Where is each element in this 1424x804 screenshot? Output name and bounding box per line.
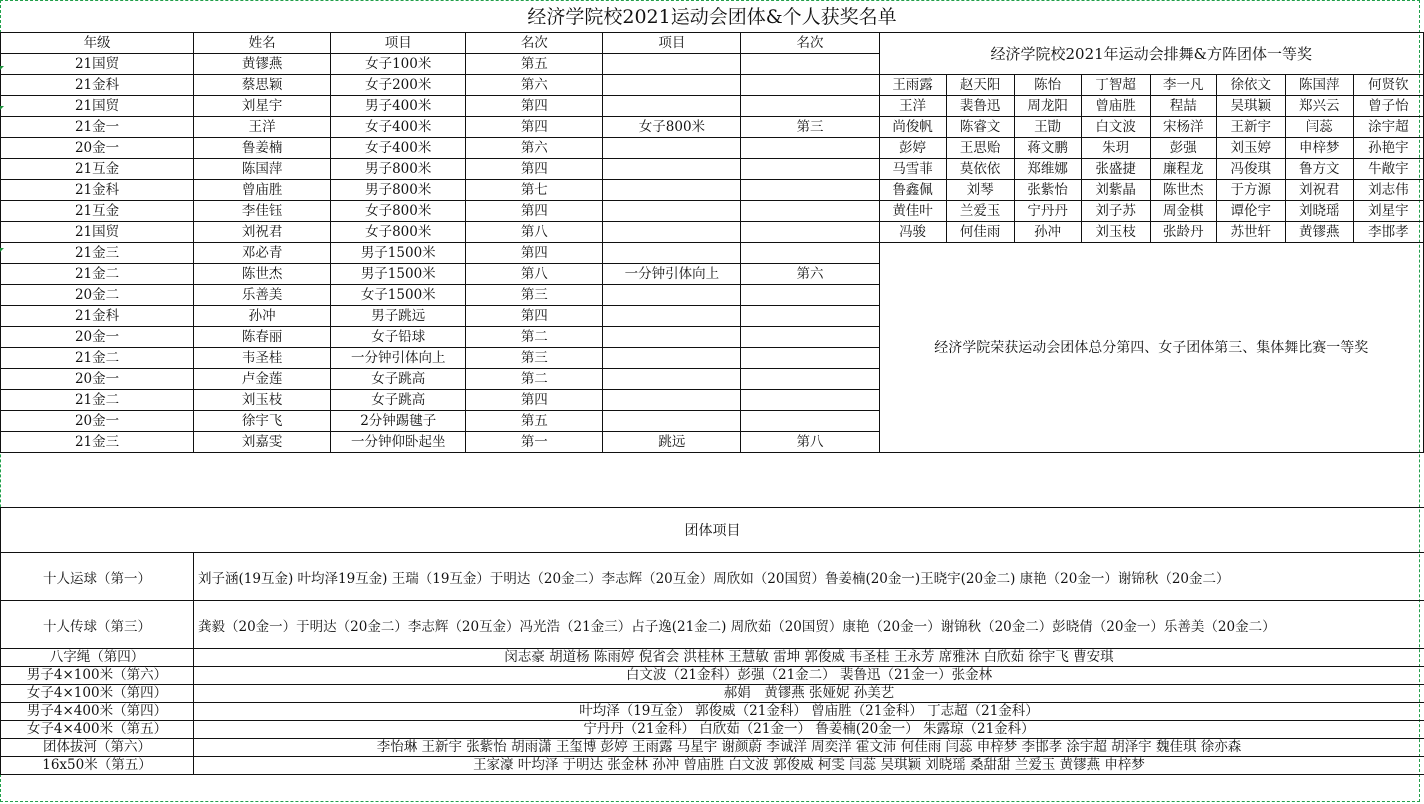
- dance-member: 曾庙胜: [1081, 96, 1150, 117]
- cell-rank: 第四: [466, 306, 603, 327]
- cell-event: 一分钟引体向上: [331, 348, 466, 369]
- dance-member: 牛敞宇: [1353, 159, 1423, 180]
- cell-grade: 21金二: [1, 264, 194, 285]
- cell-rank: 第四: [466, 159, 603, 180]
- team-event-name: 男子4×100米（第六）: [1, 667, 194, 685]
- dance-member: 白文波: [1081, 117, 1150, 138]
- team-events-table: [0, 507, 1424, 775]
- cell-event: 男子400米: [331, 96, 466, 117]
- cell-name: 卢金莲: [194, 369, 331, 390]
- dance-member: 刘志伟: [1353, 180, 1423, 201]
- dance-member: 孙冲: [1014, 222, 1081, 243]
- dance-member: 徐依文: [1216, 75, 1285, 96]
- cell-rank2: [741, 75, 879, 96]
- dance-member: 鲁方文: [1285, 159, 1353, 180]
- header-grade: 年级: [1, 33, 194, 54]
- dance-member: 张龄丹: [1150, 222, 1216, 243]
- dance-member: 黄镠燕: [1285, 222, 1353, 243]
- team-event-members: 闵志豪 胡道杨 陈雨婷 倪省会 洪桂林 王慧敏 雷坤 郭俊威 韦圣桂 王永芳 席雅沐 白欣茹 徐宇飞 曹安琪: [194, 649, 1424, 667]
- cell-rank: 第四: [466, 243, 603, 264]
- cell-grade: 21金一: [1, 117, 194, 138]
- cell-rank: 第六: [466, 75, 603, 96]
- dance-member: 彭强: [1150, 138, 1216, 159]
- dance-member: 郑兴云: [1285, 96, 1353, 117]
- cell-event2: [603, 285, 741, 306]
- cell-grade: 21金三: [1, 432, 194, 453]
- header-event: 项目: [331, 33, 466, 54]
- table-row: [1, 138, 1424, 159]
- team-event-row: [1, 757, 1424, 775]
- cell-event2: [603, 411, 741, 432]
- cell-event2: [603, 138, 741, 159]
- dance-member: 涂宇超: [1353, 117, 1423, 138]
- cell-rank2: [741, 96, 879, 117]
- dance-member: 王新宇: [1216, 117, 1285, 138]
- dance-member: 兰爱玉: [946, 201, 1014, 222]
- cell-event2: [603, 348, 741, 369]
- team-event-name: 16x50米（第五）: [1, 757, 194, 775]
- cell-event: 女子跳高: [331, 390, 466, 411]
- cell-rank: 第八: [466, 222, 603, 243]
- cell-event: 女子1500米: [331, 285, 466, 306]
- cell-note-marker: [0, 248, 4, 252]
- team-event-name: 十人运球（第一）: [1, 553, 194, 601]
- cell-event2: 女子800米: [603, 117, 741, 138]
- cell-grade: 21国贸: [1, 54, 194, 75]
- cell-grade: 21国贸: [1, 96, 194, 117]
- dance-member: 苏世轩: [1216, 222, 1285, 243]
- cell-grade: 20金一: [1, 411, 194, 432]
- cell-name: 陈国萍: [194, 159, 331, 180]
- team-event-name: 男子4×400米（第四）: [1, 703, 194, 721]
- dance-member: 宁丹丹: [1014, 201, 1081, 222]
- cell-name: 黄镠燕: [194, 54, 331, 75]
- dance-member: 郑维娜: [1014, 159, 1081, 180]
- team-event-members: 龚毅（20金一）于明达（20金二）李志辉（20互金）冯光浩（21金三）占子逸(21金二) 周欣茹（20国贸）康艳（20金一）谢锦秋（20金二）彭晓倩（20金一）乐善美（20金二）: [194, 601, 1424, 649]
- cell-name: 刘祝君: [194, 222, 331, 243]
- dance-member: 鲁鑫佩: [879, 180, 946, 201]
- dance-member: 王思贻: [946, 138, 1014, 159]
- cell-event: 女子100米: [331, 54, 466, 75]
- cell-event2: 跳远: [603, 432, 741, 453]
- cell-rank2: 第六: [741, 264, 879, 285]
- dance-member: 尚俊帆: [879, 117, 946, 138]
- team-event-name: 八字绳（第四）: [1, 649, 194, 667]
- cell-event2: [603, 180, 741, 201]
- dance-member: 丁智超: [1081, 75, 1150, 96]
- table-row: [1, 243, 1424, 264]
- dance-member: 曾子怡: [1353, 96, 1423, 117]
- team-event-row: [1, 667, 1424, 685]
- cell-event2: [603, 159, 741, 180]
- cell-event2: [603, 306, 741, 327]
- cell-event: 男子800米: [331, 180, 466, 201]
- dance-member: 何佳雨: [946, 222, 1014, 243]
- cell-name: 韦圣桂: [194, 348, 331, 369]
- team-event-row: [1, 685, 1424, 703]
- cell-note-marker: [0, 106, 4, 110]
- dance-member: 张紫怡: [1014, 180, 1081, 201]
- cell-rank: 第三: [466, 285, 603, 306]
- cell-rank2: [741, 348, 879, 369]
- cell-rank2: 第三: [741, 117, 879, 138]
- dance-member: 黄佳叶: [879, 201, 946, 222]
- cell-name: 陈春丽: [194, 327, 331, 348]
- cell-grade: 20金二: [1, 285, 194, 306]
- cell-name: 曾庙胜: [194, 180, 331, 201]
- cell-rank2: [741, 390, 879, 411]
- team-event-row: [1, 703, 1424, 721]
- team-event-members: 李怡琳 王新宇 张紫怡 胡雨潇 王玺博 彭婷 王雨露 马星宇 谢颜蔚 李诚洋 周奕洋 霍文沛 何佳雨 闫蕊 申梓梦 李邯孝 涂宇超 胡泽宇 魏佳琪 徐亦森: [194, 739, 1424, 757]
- dance-member: 彭婷: [879, 138, 946, 159]
- dance-member: 王勖: [1014, 117, 1081, 138]
- team-event-members: 王家濠 叶均泽 于明达 张金林 孙冲 曾庙胜 白文波 郭俊威 柯雯 闫蕊 吴琪颖 刘晓瑶 桑甜甜 兰爱玉 黄镠燕 申梓梦: [194, 757, 1424, 775]
- cell-rank: 第一: [466, 432, 603, 453]
- header-event2: 项目: [603, 33, 741, 54]
- cell-event: 女子跳高: [331, 369, 466, 390]
- dance-member: 刘晓瑶: [1285, 201, 1353, 222]
- cell-grade: 21国贸: [1, 222, 194, 243]
- team-event-members: 宁丹丹（21金科） 白欣茹（21金一） 鲁姜楠(20金一） 朱露琼（21金科）: [194, 721, 1424, 739]
- dance-member: 于方源: [1216, 180, 1285, 201]
- dance-member: 李邯孝: [1353, 222, 1423, 243]
- header-rank2: 名次: [741, 33, 879, 54]
- cell-rank2: [741, 138, 879, 159]
- team-event-row: [1, 601, 1424, 649]
- cell-event: 女子铅球: [331, 327, 466, 348]
- dance-member: 陈国萍: [1285, 75, 1353, 96]
- dance-member: 马雪菲: [879, 159, 946, 180]
- sheet-title: 经济学院校2021运动会团体&个人获奖名单: [0, 0, 1424, 33]
- cell-event2: [603, 327, 741, 348]
- dance-member: 刘祝君: [1285, 180, 1353, 201]
- team-event-name: 十人传球（第三）: [1, 601, 194, 649]
- dance-member: 孙艳宇: [1353, 138, 1423, 159]
- dance-member: 张盛捷: [1081, 159, 1150, 180]
- table-row: [1, 159, 1424, 180]
- cell-rank: 第四: [466, 390, 603, 411]
- cell-rank2: [741, 369, 879, 390]
- dance-member: 冯骏: [879, 222, 946, 243]
- dance-member: 刘子苏: [1081, 201, 1150, 222]
- dance-member: 陈睿文: [946, 117, 1014, 138]
- dance-member: 闫蕊: [1285, 117, 1353, 138]
- cell-event2: [603, 201, 741, 222]
- header-rank: 名次: [466, 33, 603, 54]
- cell-name: 鲁姜楠: [194, 138, 331, 159]
- cell-event: 女子800米: [331, 222, 466, 243]
- table-row: [1, 75, 1424, 96]
- cell-event2: [603, 369, 741, 390]
- cell-rank: 第二: [466, 327, 603, 348]
- cell-rank: 第五: [466, 411, 603, 432]
- dance-member: 王洋: [879, 96, 946, 117]
- table-row: [1, 96, 1424, 117]
- cell-rank2: [741, 180, 879, 201]
- cell-rank: 第四: [466, 201, 603, 222]
- cell-event2: [603, 96, 741, 117]
- cell-rank2: [741, 201, 879, 222]
- dance-member: 陈世杰: [1150, 180, 1216, 201]
- cell-name: 王洋: [194, 117, 331, 138]
- dance-member: 刘玉枝: [1081, 222, 1150, 243]
- dance-member: 何贤钦: [1353, 75, 1423, 96]
- cell-name: 徐宇飞: [194, 411, 331, 432]
- cell-note-marker: [0, 66, 4, 70]
- cell-event2: [603, 54, 741, 75]
- dance-member: 王雨露: [879, 75, 946, 96]
- cell-event: 2分钟踢毽子: [331, 411, 466, 432]
- dance-member: 程喆: [1150, 96, 1216, 117]
- team-section-row: [1, 508, 1424, 553]
- cell-grade: 21金科: [1, 75, 194, 96]
- cell-grade: 20金一: [1, 369, 194, 390]
- team-event-members: 白文波（21金科）彭强（21金二） 裴鲁迅（21金一）张金林: [194, 667, 1424, 685]
- cell-rank2: [741, 411, 879, 432]
- team-event-members: 叶均泽（19互金） 郭俊威（21金科） 曾庙胜（21金科） 丁志超（21金科）: [194, 703, 1424, 721]
- table-row: [1, 201, 1424, 222]
- cell-grade: 21金科: [1, 180, 194, 201]
- cell-event2: [603, 222, 741, 243]
- dance-member: 刘琴: [946, 180, 1014, 201]
- cell-event: 女子800米: [331, 201, 466, 222]
- dance-member: 朱玥: [1081, 138, 1150, 159]
- cell-name: 蔡思颖: [194, 75, 331, 96]
- dance-award-title: 经济学院校2021年运动会排舞&方阵团体一等奖: [879, 33, 1423, 75]
- table-row: [1, 117, 1424, 138]
- cell-grade: 21互金: [1, 201, 194, 222]
- cell-name: 刘玉枝: [194, 390, 331, 411]
- dance-member: 蒋文鹏: [1014, 138, 1081, 159]
- cell-grade: 21金二: [1, 390, 194, 411]
- cell-rank2: [741, 285, 879, 306]
- dance-member: 冯俊琪: [1216, 159, 1285, 180]
- cell-name: 孙冲: [194, 306, 331, 327]
- dance-member: 莫依依: [946, 159, 1014, 180]
- cell-grade: 20金一: [1, 138, 194, 159]
- dance-member: 周金棋: [1150, 201, 1216, 222]
- team-event-members: 郝娟 黄镠燕 张娅妮 孙美艺: [194, 685, 1424, 703]
- team-event-row: [1, 739, 1424, 757]
- cell-name: 陈世杰: [194, 264, 331, 285]
- cell-grade: 21金科: [1, 306, 194, 327]
- cell-event: 女子200米: [331, 75, 466, 96]
- dance-member: 周龙阳: [1014, 96, 1081, 117]
- cell-rank: 第五: [466, 54, 603, 75]
- dance-member: 李一凡: [1150, 75, 1216, 96]
- cell-name: 乐善美: [194, 285, 331, 306]
- cell-event: 女子400米: [331, 138, 466, 159]
- dance-member: 申梓梦: [1285, 138, 1353, 159]
- cell-rank2: [741, 222, 879, 243]
- awards-table: [0, 32, 1424, 453]
- cell-event2: [603, 243, 741, 264]
- team-event-name: 女子4×400米（第五）: [1, 721, 194, 739]
- dance-member: 吴琪颖: [1216, 96, 1285, 117]
- cell-name: 刘星宇: [194, 96, 331, 117]
- cell-rank2: [741, 327, 879, 348]
- cell-event: 女子400米: [331, 117, 466, 138]
- cell-name: 李佳钰: [194, 201, 331, 222]
- team-event-members: 刘子涵(19互金) 叶均泽19互金) 王瑞（19互金）于明达（20金二）李志辉（20互金）周欣如（20国贸）鲁姜楠(20金一)王晓宇(20金二) 康艳（20金一）谢锦秋（20金二）: [194, 553, 1424, 601]
- dance-member: 陈怡: [1014, 75, 1081, 96]
- team-event-row: [1, 649, 1424, 667]
- dance-member: 赵天阳: [946, 75, 1014, 96]
- cell-grade: 21金二: [1, 348, 194, 369]
- cell-rank: 第八: [466, 264, 603, 285]
- cell-name: 刘嘉雯: [194, 432, 331, 453]
- team-event-name: 团体拔河（第六）: [1, 739, 194, 757]
- cell-grade: 21互金: [1, 159, 194, 180]
- team-event-name: 女子4×100米（第四）: [1, 685, 194, 703]
- table-row: [1, 180, 1424, 201]
- cell-event2: [603, 390, 741, 411]
- cell-rank: 第三: [466, 348, 603, 369]
- team-event-row: [1, 553, 1424, 601]
- cell-rank: 第七: [466, 180, 603, 201]
- dance-member: 谭伦宇: [1216, 201, 1285, 222]
- team-section-title: 团体项目: [1, 508, 1424, 553]
- dance-member: 刘紫晶: [1081, 180, 1150, 201]
- cell-rank: 第四: [466, 117, 603, 138]
- header-row: [1, 33, 1424, 54]
- dance-member: 刘星宇: [1353, 201, 1423, 222]
- cell-rank: 第二: [466, 369, 603, 390]
- cell-rank2: [741, 306, 879, 327]
- team-event-row: [1, 721, 1424, 739]
- cell-event: 男子800米: [331, 159, 466, 180]
- cell-event: 男子1500米: [331, 243, 466, 264]
- dance-member: 宋杨洋: [1150, 117, 1216, 138]
- cell-grade: 20金一: [1, 327, 194, 348]
- cell-name: 邓必青: [194, 243, 331, 264]
- header-name: 姓名: [194, 33, 331, 54]
- cell-event: 男子1500米: [331, 264, 466, 285]
- dance-member: 刘玉婷: [1216, 138, 1285, 159]
- cell-rank2: 第八: [741, 432, 879, 453]
- cell-grade: 21金三: [1, 243, 194, 264]
- cell-rank2: [741, 54, 879, 75]
- dance-member: 廉程龙: [1150, 159, 1216, 180]
- cell-event: 男子跳远: [331, 306, 466, 327]
- table-row: [1, 222, 1424, 243]
- cell-rank2: [741, 159, 879, 180]
- cell-rank: 第四: [466, 96, 603, 117]
- cell-event: 一分钟仰卧起坐: [331, 432, 466, 453]
- cell-event2: [603, 75, 741, 96]
- cell-rank: 第六: [466, 138, 603, 159]
- cell-rank2: [741, 243, 879, 264]
- cell-event2: 一分钟引体向上: [603, 264, 741, 285]
- dance-member: 裴鲁迅: [946, 96, 1014, 117]
- overall-result-note: 经济学院荣获运动会团体总分第四、女子团体第三、集体舞比赛一等奖: [879, 243, 1423, 453]
